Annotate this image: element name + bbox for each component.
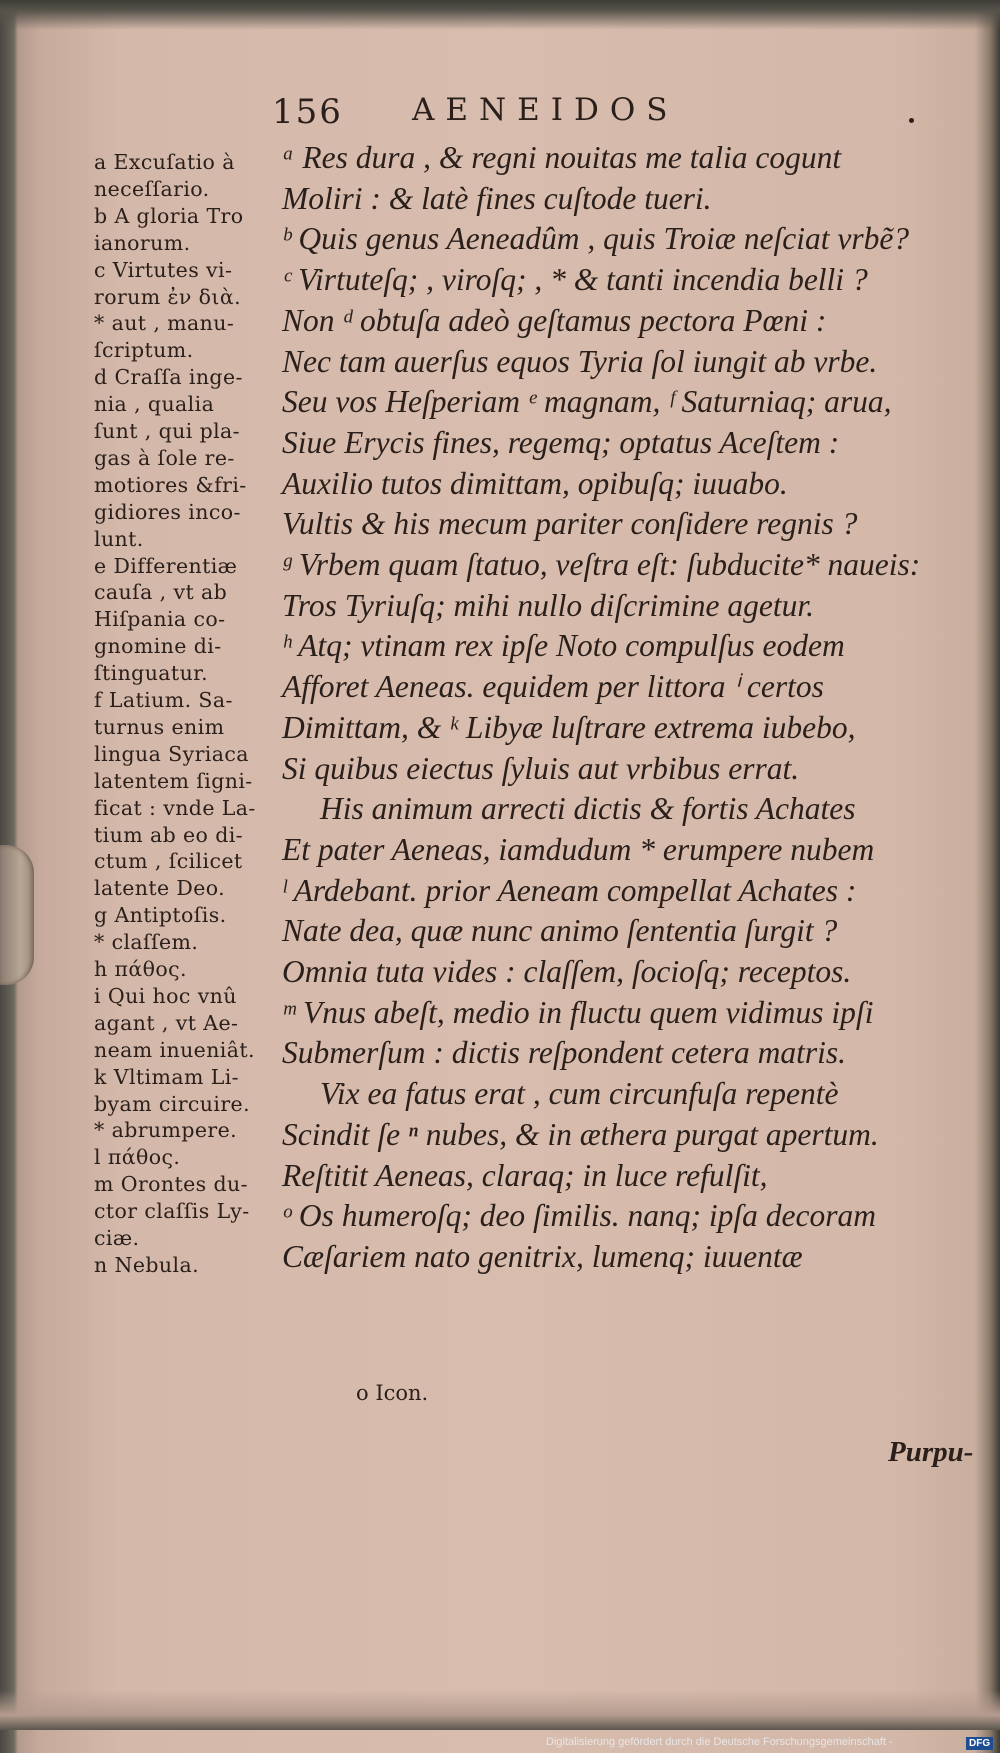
page-bottom-edge [0, 1690, 1000, 1730]
verse-line: His animum arrecti dictis & fortis Achates [320, 791, 856, 827]
gloss-line: g Antiptoſis. [94, 903, 227, 928]
gloss-line: l πάθος. [94, 1145, 181, 1170]
gloss-line: gnomine di- [94, 634, 222, 659]
verse-line: Vultis & his mecum pariter conſidere regnis ? [282, 506, 858, 542]
gloss-line: gidiores inco- [94, 499, 241, 524]
gloss-line: ſtinguatur. [94, 661, 209, 686]
gloss-line: ctor claſſis Ly- [94, 1199, 250, 1224]
verse-line: Afforet Aeneas. equidem per littora ⁱ certos [282, 669, 824, 705]
gloss-line: gas à ſole re- [94, 445, 235, 470]
catchword: Purpu- [888, 1436, 974, 1468]
gloss-line: ficat : vnde La- [94, 795, 256, 820]
gloss-line: latente Deo. [94, 876, 226, 901]
gloss-line: * claſſem. [94, 930, 199, 955]
gloss-line: f Latium. Sa- [94, 688, 233, 712]
verse-line: Dimittam, & ᵏ Libyæ luſtrare extrema iubebo, [282, 709, 856, 745]
gloss-line: Hiſpania co- [94, 607, 226, 632]
gloss-line: k Vltimam Li- [94, 1064, 240, 1089]
gloss-line: turnus enim [94, 714, 225, 739]
gloss-line: ctum , ſcilicet [94, 849, 243, 874]
gloss-line: e Differentiæ [94, 553, 238, 578]
gloss-line: c Virtutes vi- [94, 257, 233, 282]
gloss-line: neam inueniât. [94, 1037, 255, 1062]
verse-line: ᵇ Quis genus Aeneadûm , quis Troiæ neſciat vrbẽ? [282, 221, 910, 257]
gloss-line: a Excuſatio à [94, 150, 235, 174]
gloss-line: m Orontes du- [94, 1172, 248, 1197]
gloss-line: nia , qualia [94, 392, 215, 417]
gloss-line: byam circuire. [94, 1091, 251, 1116]
gloss-line: tium ab eo di- [94, 822, 244, 847]
verse-line: Moliri : & latè fines cuſtode tueri. [282, 180, 712, 216]
verse-line: Nate dea, quæ nunc animo ſententia ſurgit ? [282, 913, 838, 949]
page-top-edge [0, 0, 1000, 30]
verse-line: Nec tam auerſus equos Tyria ſol iungit ab vrbe. [282, 343, 878, 379]
gloss-line: i Qui hoc vnû [94, 983, 237, 1008]
book-title: AENEIDOS [412, 92, 679, 128]
digitization-credit: Digitalisierung gefördert durch die Deutsche Forschungsgemeinschaft - [546, 1736, 893, 1748]
gloss-line: * aut , manu- [94, 311, 235, 336]
gloss-line: ſcriptum. [94, 338, 194, 363]
verse-line: Vix ea fatus erat , cum circunfuſa repentè [320, 1076, 839, 1112]
verse-line: Et pater Aeneas, iamdudum * erumpere nubem [282, 831, 875, 867]
gloss-line: h πάθος. [94, 957, 187, 981]
gloss-line: neceſſario. [94, 176, 210, 201]
verse-line: Siue Erycis fines, regemq; optatus Aceſtem : [282, 424, 840, 460]
verse-line: ʰ Atq; vtinam rex ipſe Noto compulſus eodem [282, 628, 845, 664]
gloss-line: b A gloria Tro [94, 203, 244, 228]
verse-line: Non ᵈ obtuſa adeò geſtamus pectora Pœni : [282, 302, 827, 338]
verse-line: ᵐ Vnus abeſt, medio in fluctu quem vidimus ipſi [282, 994, 874, 1030]
verse-line: ᵍ Vrbem quam ſtatuo, veſtra eſt: ſubducite* naueis: [282, 547, 921, 582]
verse-line: Seu vos Heſperiam ᵉ magnam, ᶠ Saturniaq; arua, [282, 384, 892, 420]
folio-number: 156 [272, 92, 343, 132]
verse-line: ᵒ Os humeroſq; deo ſimilis. nanq; ipſa decoram [282, 1198, 877, 1234]
gloss-line: lunt. [94, 526, 144, 551]
verse-line: Reſtitit Aeneas, claraq; in luce refulſit, [282, 1157, 768, 1193]
verse-line: Omnia tuta vides : claſſem, ſocioſq; receptos. [282, 954, 852, 989]
verse-line: Cæſariem nato genitrix, lumenq; iuuentæ [282, 1238, 803, 1274]
verse-line: Si quibus eiectus ſyluis aut vrbibus errat. [282, 750, 800, 786]
verse-line: ᵃ Res dura , & regni nouitas me talia cogunt [282, 140, 842, 175]
gloss-line: ianorum. [94, 230, 191, 255]
binding-tab [0, 845, 34, 985]
gloss-line: latentem ſigni- [94, 768, 253, 793]
gloss-line: cauſa , vt ab [94, 580, 228, 605]
gloss-line: rorum ἐν διὰ. [94, 284, 242, 309]
gloss-line: d Craſſa inge- [94, 365, 243, 390]
verse-line: ᶜ Virtuteſq; , viroſq; , * & tanti incendia belli ? [282, 262, 868, 298]
gloss-line: motiores &fri- [94, 472, 247, 497]
gloss-line: ciæ. [94, 1226, 140, 1250]
verse-line: Auxilio tutos dimittam, opibuſq; iuuabo. [282, 465, 788, 501]
gloss-line: ſunt , qui pla- [94, 419, 241, 443]
head-dot [909, 118, 914, 123]
gloss-line: lingua Syriaca [94, 741, 249, 766]
footnote: o Icon. [356, 1381, 429, 1405]
running-head [272, 92, 832, 136]
dfg-logo: DFG [966, 1737, 993, 1750]
gloss-line: agant , vt Ae- [94, 1010, 239, 1035]
verse-line: Scindit ſe ⁿ nubes, & in æthera purgat apertum. [282, 1116, 879, 1152]
gloss-line: n Nebula. [94, 1252, 200, 1277]
verse-line: Submerſum : dictis reſpondent cetera matris. [282, 1035, 847, 1071]
verse-line: Tros Tyriuſq; mihi nullo diſcrimine agetur. [282, 587, 815, 623]
verse-line: ˡ Ardebant. prior Aeneam compellat Achates : [282, 872, 857, 908]
gloss-line: * abrumpere. [94, 1118, 238, 1143]
